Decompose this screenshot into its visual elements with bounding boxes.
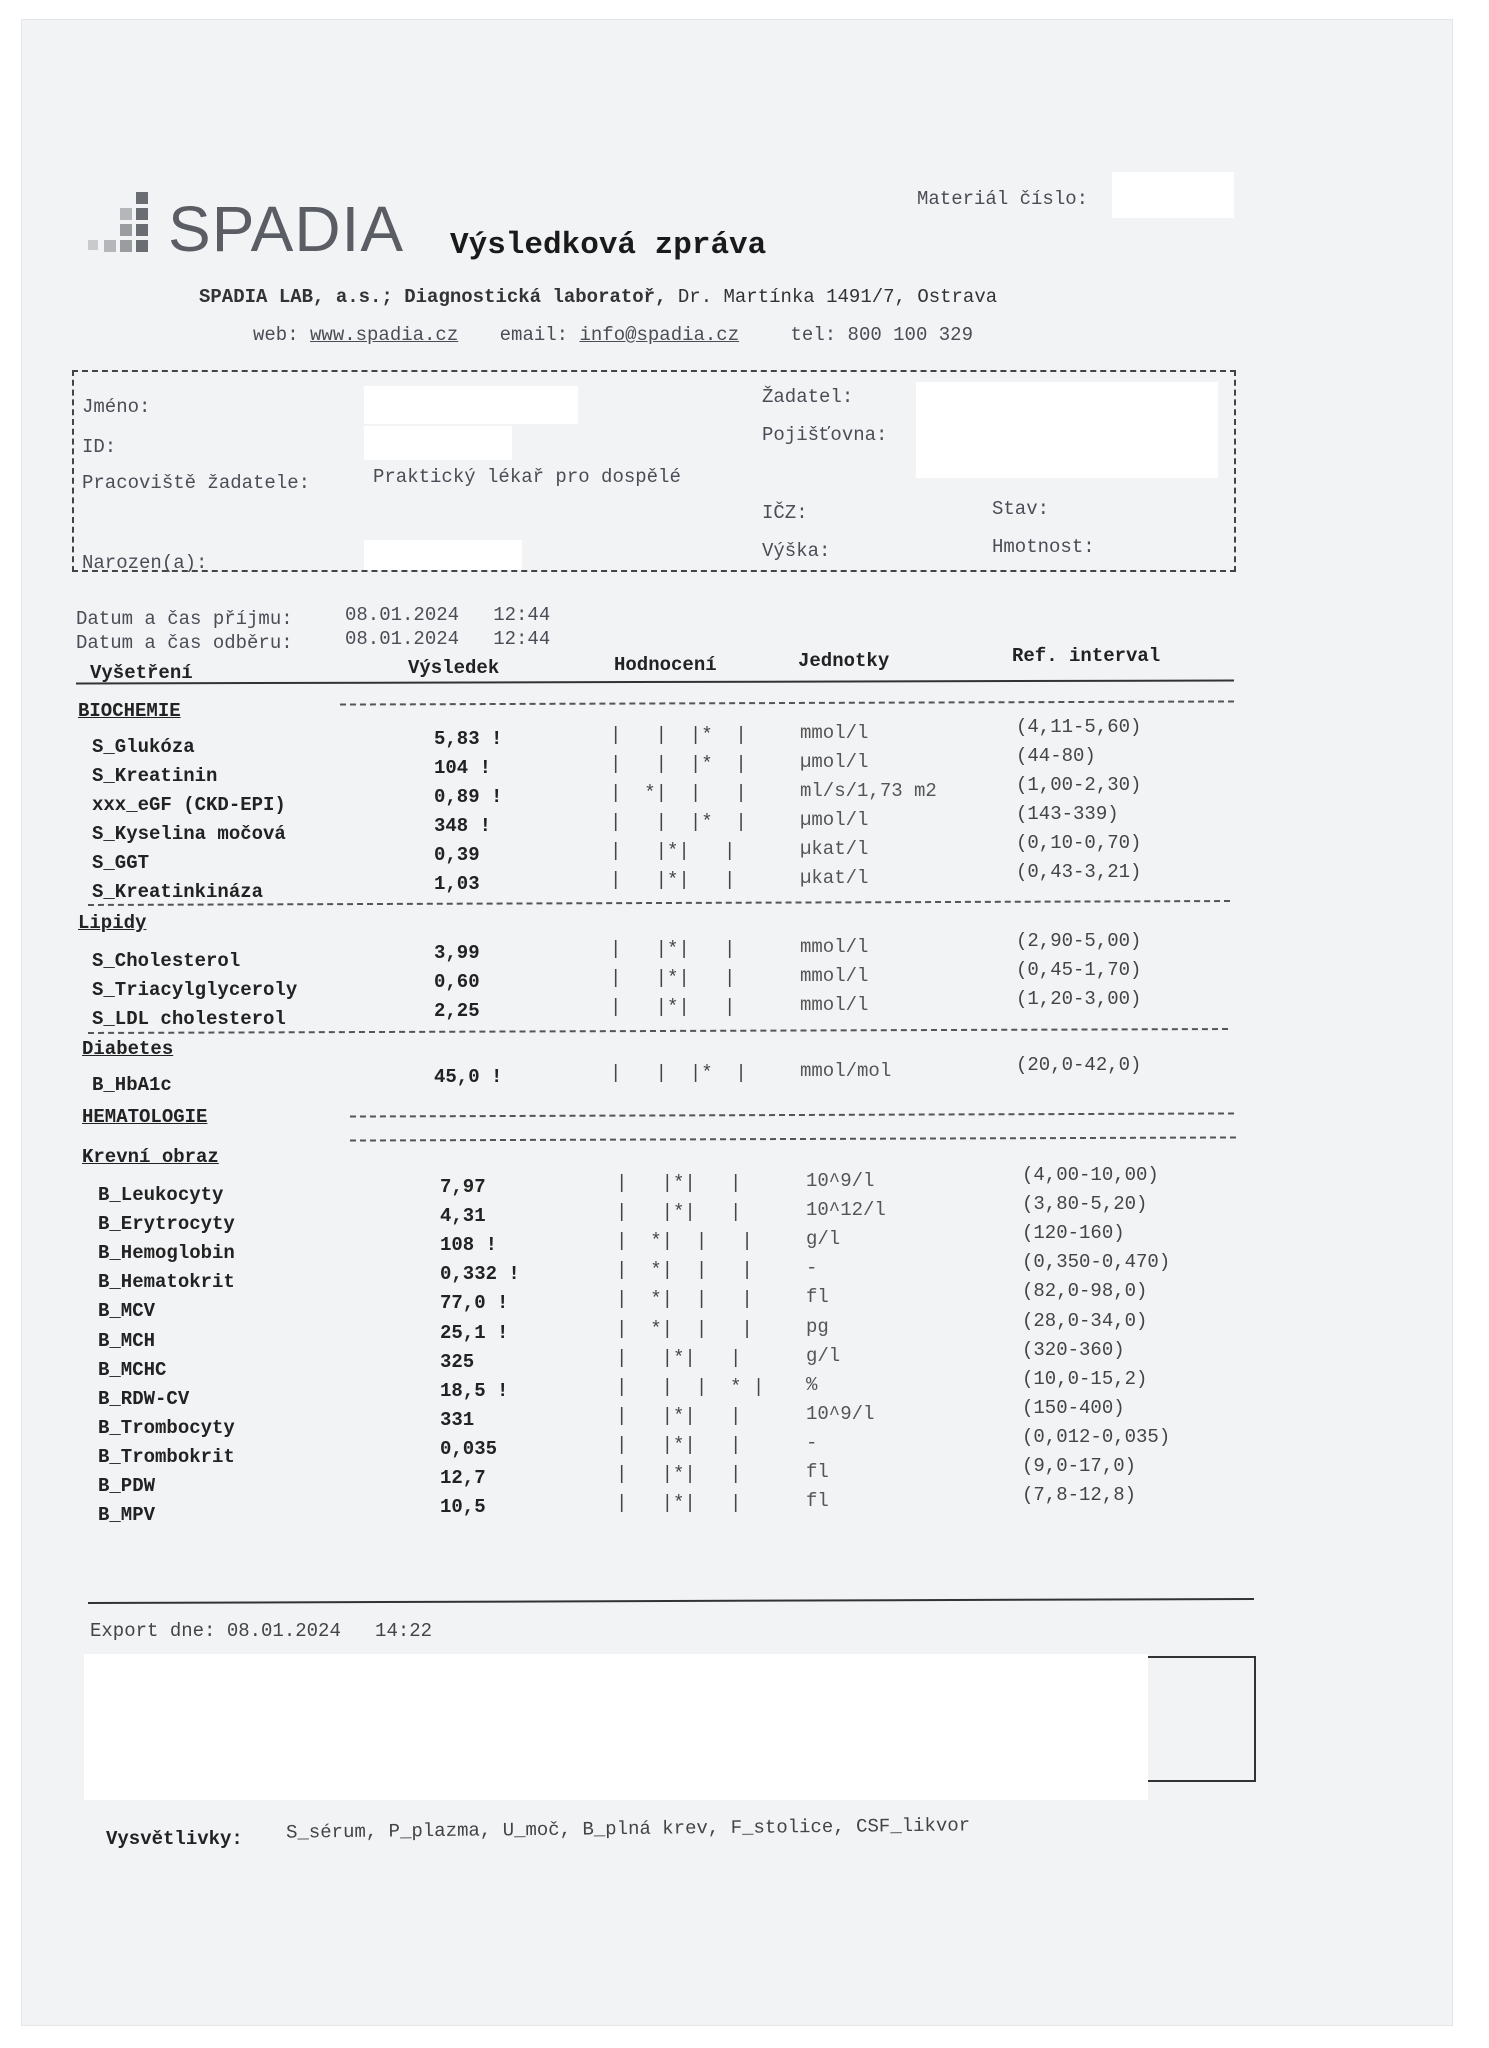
test-name: S_Glukóza: [92, 736, 195, 758]
reference-interval: (2,90-5,00): [1016, 930, 1142, 952]
result-value: 348 !: [434, 815, 492, 837]
result-value: 325: [440, 1350, 475, 1373]
legend-text: S_sérum, P_plazma, U_moč, B_plná krev, F_stolice, CSF_likvor: [285, 1814, 971, 1844]
result-value: 0,332 !: [440, 1263, 520, 1286]
insurance-label: Pojišťovna:: [762, 424, 888, 446]
received-label: Datum a čas příjmu:: [76, 608, 293, 630]
unit: g/l: [806, 1228, 841, 1251]
evaluation-marker: | |*| |: [610, 938, 736, 960]
evaluation-marker: | | |* |: [610, 724, 747, 746]
test-name: B_MCV: [98, 1300, 156, 1323]
evaluation-marker: | |*| |: [616, 1172, 742, 1194]
lab-info: [199, 286, 997, 308]
unit: mmol/l: [800, 936, 869, 958]
test-name: B_MCH: [98, 1329, 156, 1352]
name-label: Jméno:: [82, 396, 151, 418]
section-title: Krevní obraz: [82, 1146, 219, 1168]
lab-name: SPADIA LAB, a.s.; Diagnostická laboratoř,: [199, 286, 667, 308]
section-title: Diabetes: [82, 1038, 174, 1060]
evaluation-marker: | | |* |: [610, 811, 747, 833]
test-name: B_MCHC: [98, 1358, 167, 1381]
result-value: 0,035: [440, 1437, 498, 1460]
reference-interval: (44-80): [1016, 745, 1096, 767]
tel-label: tel:: [790, 324, 837, 346]
result-value: 10,5: [440, 1496, 486, 1519]
test-name: B_Trombokrit: [98, 1445, 235, 1468]
unit: ml/s/1,73 m2: [800, 780, 937, 802]
requester-label: Žadatel:: [762, 386, 854, 408]
result-value: 25,1 !: [440, 1321, 509, 1344]
unit: fl: [806, 1461, 829, 1483]
test-name: S_Kyselina močová: [92, 823, 286, 845]
result-value: 45,0 !: [434, 1066, 503, 1088]
result-value: 7,97: [440, 1176, 486, 1198]
test-name: S_Triacylglyceroly: [92, 979, 298, 1001]
test-name: S_Cholesterol: [92, 950, 241, 972]
test-name: B_Trombocyty: [98, 1416, 235, 1439]
test-name: S_Kreatinkináza: [92, 881, 264, 903]
email-label: email:: [499, 324, 569, 346]
reference-interval: (3,80-5,20): [1022, 1193, 1148, 1216]
unit: µkat/l: [800, 867, 869, 889]
test-name: B_Erytrocyty: [98, 1213, 235, 1236]
workplace-label: Pracoviště žadatele:: [82, 472, 311, 494]
export-value: 08.01.2024 14:22: [226, 1620, 433, 1642]
col-test: Vyšetření: [90, 662, 193, 684]
result-value: 18,5 !: [440, 1379, 509, 1402]
unit: %: [806, 1373, 818, 1396]
section-title: Lipidy: [78, 912, 147, 934]
test-name: xxx_eGF (CKD-EPI): [92, 794, 286, 816]
evaluation-marker: | *| | |: [616, 1317, 753, 1340]
result-value: 0,39: [434, 844, 480, 866]
reference-interval: (20,0-42,0): [1016, 1054, 1142, 1076]
name-redacted: [364, 386, 578, 424]
result-value: 77,0 !: [440, 1292, 509, 1315]
requester-insurance-redacted: [916, 382, 1218, 478]
reference-interval: (1,00-2,30): [1016, 774, 1142, 796]
logo-text: SPADIA: [168, 193, 404, 265]
export-line: [90, 1620, 432, 1642]
evaluation-marker: | |*| |: [610, 869, 736, 891]
reference-interval: (4,00-10,00): [1022, 1164, 1159, 1186]
collected-label: Datum a čas odběru:: [76, 632, 293, 654]
test-name: B_PDW: [98, 1475, 156, 1497]
legend-label: Vysvětlivky:: [106, 1828, 243, 1850]
lab-address: Dr. Martínka 1491/7, Ostrava: [677, 286, 998, 308]
unit: mmol/l: [800, 965, 869, 987]
section-title: HEMATOLOGIE: [82, 1106, 208, 1128]
unit: fl: [806, 1286, 829, 1309]
evaluation-marker: | | |* |: [610, 753, 747, 775]
evaluation-marker: | *| | |: [616, 1230, 753, 1253]
footer-redacted: [84, 1654, 1148, 1800]
export-label: Export dne:: [90, 1620, 216, 1642]
evaluation-marker: | | |* |: [610, 1062, 747, 1084]
evaluation-marker: | |*| |: [616, 1201, 742, 1224]
reference-interval: (1,20-3,00): [1016, 988, 1142, 1010]
evaluation-marker: | |*| |: [616, 1433, 742, 1456]
reference-interval: (320-360): [1022, 1338, 1125, 1361]
result-value: 0,89 !: [434, 786, 503, 808]
material-label: Materiál číslo:: [917, 188, 1089, 210]
evaluation-marker: | |*| |: [610, 967, 736, 989]
stamp-frame: [1140, 1656, 1256, 1782]
test-name: S_Kreatinin: [92, 765, 218, 787]
evaluation-marker: | |*| |: [610, 840, 736, 862]
collected-value: 08.01.2024 12:44: [345, 628, 551, 650]
material-number-redacted: [1112, 172, 1234, 218]
result-value: 5,83 !: [434, 728, 503, 750]
unit: mmol/l: [800, 994, 869, 1016]
evaluation-marker: | |*| |: [610, 996, 736, 1018]
result-value: 1,03: [434, 873, 480, 895]
reference-interval: (82,0-98,0): [1022, 1280, 1148, 1303]
contact-line: [253, 324, 973, 346]
evaluation-marker: | *| | |: [610, 782, 747, 804]
unit: µkat/l: [800, 838, 869, 860]
test-name: B_RDW-CV: [98, 1387, 190, 1410]
web-link[interactable]: www.spadia.cz: [310, 324, 459, 346]
evaluation-marker: | *| | |: [616, 1288, 753, 1311]
result-value: 108 !: [440, 1234, 498, 1257]
reference-interval: (9,0-17,0): [1022, 1455, 1137, 1477]
born-label: Narozen(a):: [82, 552, 208, 574]
unit: -: [806, 1257, 818, 1280]
evaluation-marker: | |*| |: [616, 1404, 742, 1427]
unit: mmol/mol: [800, 1060, 892, 1082]
reference-interval: (0,43-3,21): [1016, 861, 1142, 883]
unit: -: [806, 1431, 818, 1454]
unit: µmol/l: [800, 809, 869, 831]
reference-interval: (0,45-1,70): [1016, 959, 1142, 981]
unit: pg: [806, 1315, 829, 1338]
reference-interval: (28,0-34,0): [1022, 1309, 1148, 1332]
result-value: 12,7: [440, 1467, 486, 1489]
web-label: web:: [253, 324, 299, 346]
reference-interval: (120-160): [1022, 1222, 1125, 1245]
unit: 10^9/l: [806, 1170, 875, 1192]
reference-interval: (10,0-15,2): [1022, 1367, 1148, 1390]
reference-interval: (0,10-0,70): [1016, 832, 1142, 854]
tel-number: 800 100 329: [847, 324, 973, 346]
document-title: Výsledková zpráva: [450, 228, 767, 263]
test-name: B_HbA1c: [92, 1074, 172, 1096]
workplace-value: Praktický lékař pro dospělé: [373, 466, 681, 488]
evaluation-marker: | |*| |: [616, 1346, 742, 1369]
result-value: 2,25: [434, 1000, 480, 1022]
test-name: B_Leukocyty: [98, 1184, 224, 1206]
id-label: ID:: [82, 436, 117, 458]
id-redacted: [364, 426, 512, 460]
result-value: 331: [440, 1408, 475, 1431]
result-value: 0,60: [434, 971, 480, 993]
test-name: S_LDL cholesterol: [92, 1008, 286, 1030]
test-name: B_Hemoglobin: [98, 1242, 235, 1265]
reference-interval: (0,350-0,470): [1022, 1251, 1171, 1274]
received-value: 08.01.2024 12:44: [345, 604, 551, 626]
col-ref: Ref. interval: [1012, 645, 1161, 667]
reference-interval: (0,012-0,035): [1022, 1425, 1171, 1448]
unit: µmol/l: [800, 751, 869, 773]
weight-label: Hmotnost:: [992, 536, 1095, 558]
status-label: Stav:: [992, 498, 1050, 520]
section-title: BIOCHEMIE: [78, 700, 181, 722]
result-value: 104 !: [434, 757, 492, 779]
height-label: Výška:: [762, 540, 831, 562]
test-name: S_GGT: [92, 852, 150, 874]
result-value: 4,31: [440, 1205, 486, 1228]
reference-interval: (4,11-5,60): [1016, 716, 1142, 738]
evaluation-marker: | |*| |: [616, 1463, 742, 1485]
born-redacted: [364, 540, 522, 570]
email-link[interactable]: info@spadia.cz: [579, 324, 740, 346]
reference-interval: (150-400): [1022, 1396, 1125, 1419]
unit: g/l: [806, 1344, 841, 1367]
reference-interval: (7,8-12,8): [1022, 1484, 1137, 1507]
unit: fl: [806, 1490, 829, 1513]
col-result: Výsledek: [408, 657, 500, 679]
unit: mmol/l: [800, 722, 869, 744]
test-name: B_Hematokrit: [98, 1271, 235, 1294]
unit: 10^9/l: [806, 1402, 875, 1425]
test-name: B_MPV: [98, 1504, 156, 1527]
icz-label: IČZ:: [762, 502, 808, 524]
evaluation-marker: | *| | |: [616, 1259, 753, 1282]
reference-interval: (143-339): [1016, 803, 1119, 825]
col-evaluation: Hodnocení: [614, 654, 717, 676]
evaluation-marker: | | | * |: [616, 1375, 765, 1398]
result-value: 3,99: [434, 942, 480, 964]
col-units: Jednotky: [798, 650, 890, 672]
evaluation-marker: | |*| |: [616, 1492, 742, 1515]
unit: 10^12/l: [806, 1199, 886, 1222]
